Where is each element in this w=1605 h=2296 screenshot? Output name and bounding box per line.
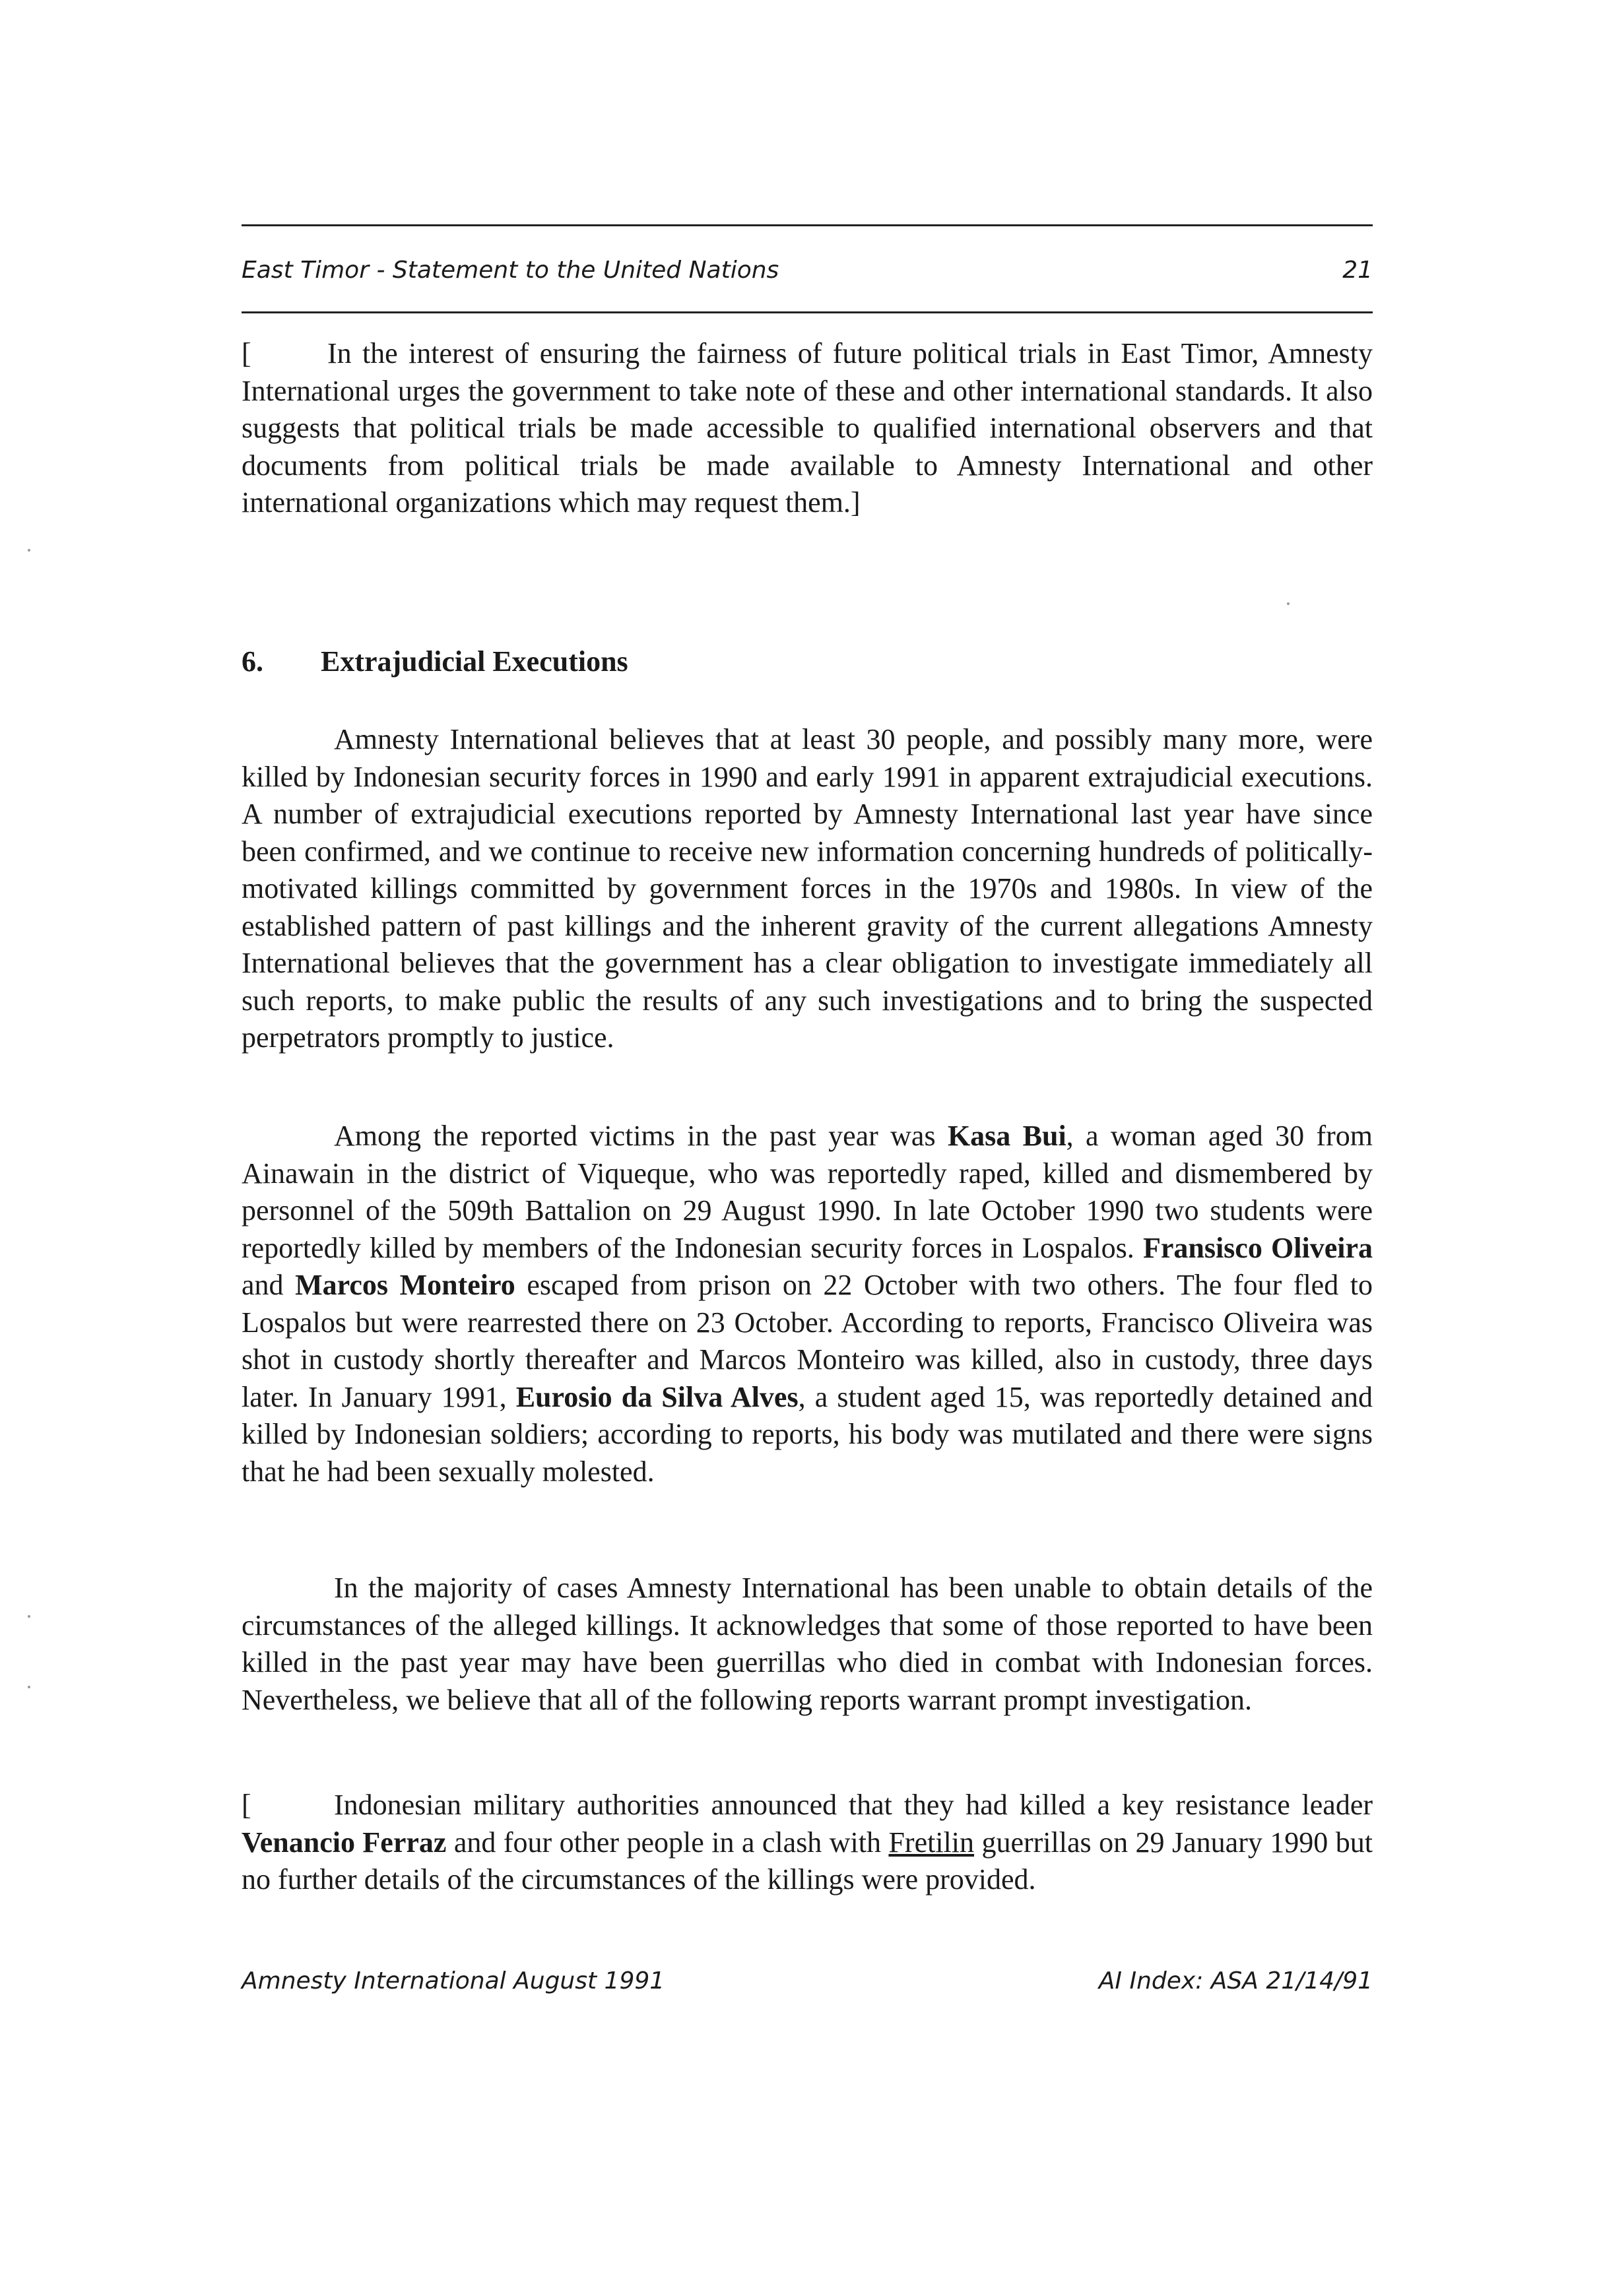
running-footer: [242, 1965, 1373, 1998]
paragraph-text: guerrillas on 29 January 1990 but no further details of the circumstances of the killings were provided.: [242, 1826, 1373, 1896]
open-bracket: [: [242, 337, 251, 369]
section-title: Extrajudicial Executions: [321, 645, 628, 678]
paragraph-text: Indonesian military authorities announced that they had killed a key resistance leader: [334, 1789, 1373, 1821]
header-title: East Timor - Statement to the United Nations: [242, 257, 779, 284]
victim-name: Marcos Monteiro: [295, 1269, 515, 1301]
paragraph-text: , a student aged 15, was reportedly detained and killed by Indonesian soldiers; according to reports, his body was mutilated and there were signs that he had been sexually molested.: [242, 1380, 1373, 1488]
paragraph-fair-trials: [242, 335, 1373, 522]
section-number: 6.: [242, 645, 263, 678]
scan-speck: [28, 549, 30, 552]
paragraph-text: Among the reported victims in the past year was: [334, 1120, 948, 1152]
header-top-rule: [242, 224, 1373, 226]
header-bottom-rule: [242, 311, 1373, 313]
footer-index: AI Index: ASA 21/14/91: [1098, 1967, 1373, 1994]
victim-name: Venancio Ferraz: [242, 1826, 447, 1859]
victim-name: Eurosio da Silva Alves: [515, 1380, 799, 1413]
victim-name: Fransisco Oliveira: [1142, 1231, 1373, 1264]
open-bracket: [: [242, 1789, 251, 1821]
section-heading: [242, 643, 1373, 680]
paragraph-text: , a woman aged 30 from Ainawain in the district of Viqueque, who was reportedly raped, killed and dismembered by personnel of the 509th Battalion on 29 August 1990. In late October 1990 two students were reportedly killed by members of the Indonesian security forces in Lospalos.: [242, 1120, 1373, 1264]
paragraph-text: In the interest of ensuring the fairness of future political trials in East Timor, Amnesty International urges the government to take note of these and other international standards. It also suggests that political trials be made accessible to qualified international observers and that documents from political trials be made available to Amnesty International and other international organizations which may request them.]: [242, 337, 1373, 519]
paragraph-text: In the majority of cases Amnesty International has been unable to obtain details of the circumstances of the alleged killings. It acknowledges that some of those reported to have been killed in the past year may have been guerrillas who died in combat with Indonesian forces. Nevertheless, we believe that all of the following reports warrant prompt investigation.: [242, 1572, 1373, 1716]
scan-speck: [28, 1686, 30, 1688]
scan-speck: [1287, 602, 1290, 605]
paragraph-overview: [242, 721, 1373, 1057]
victim-name: Kasa Bui: [947, 1120, 1066, 1152]
paragraph-text: escaped from prison on 22 October with two others. The four fled to Lospalos but were rearrested there on 23 October. According to reports, Francisco Oliveira was shot in custody shortly thereafter and Marcos Monteiro was killed, also in custody, three days later. In January 1991,: [242, 1269, 1373, 1413]
paragraph-ferraz: [242, 1787, 1373, 1899]
paragraph-text: Amnesty International believes that at least 30 people, and possibly many more, were killed by Indonesian security forces in 1990 and early 1991 in apparent extrajudicial executions. A number of extrajudicial executions reported by Amnesty International last year have since been confirmed, and we continue to receive new information concerning hundreds of politically-motivated killings committed by government forces in the 1970s and 1980s. In view of the established pattern of past killings and the inherent gravity of the current allegations Amnesty International believes that the government has a clear obligation to investigate immediately all such reports, to make public the results of any such investigations and to bring the suspected perpetrators promptly to justice.: [242, 723, 1373, 1054]
footer-publisher: Amnesty International August 1991: [242, 1967, 665, 1994]
paragraph-text: and four other people in a clash with: [446, 1826, 889, 1859]
page-number: 21: [1342, 257, 1373, 284]
paragraph-victims: [242, 1118, 1373, 1490]
paragraph-circumstances: [242, 1570, 1373, 1719]
running-header: [242, 254, 1373, 287]
organization-name: Fretilin: [888, 1826, 975, 1859]
paragraph-text: and: [242, 1269, 296, 1301]
scan-speck: [28, 1615, 30, 1618]
